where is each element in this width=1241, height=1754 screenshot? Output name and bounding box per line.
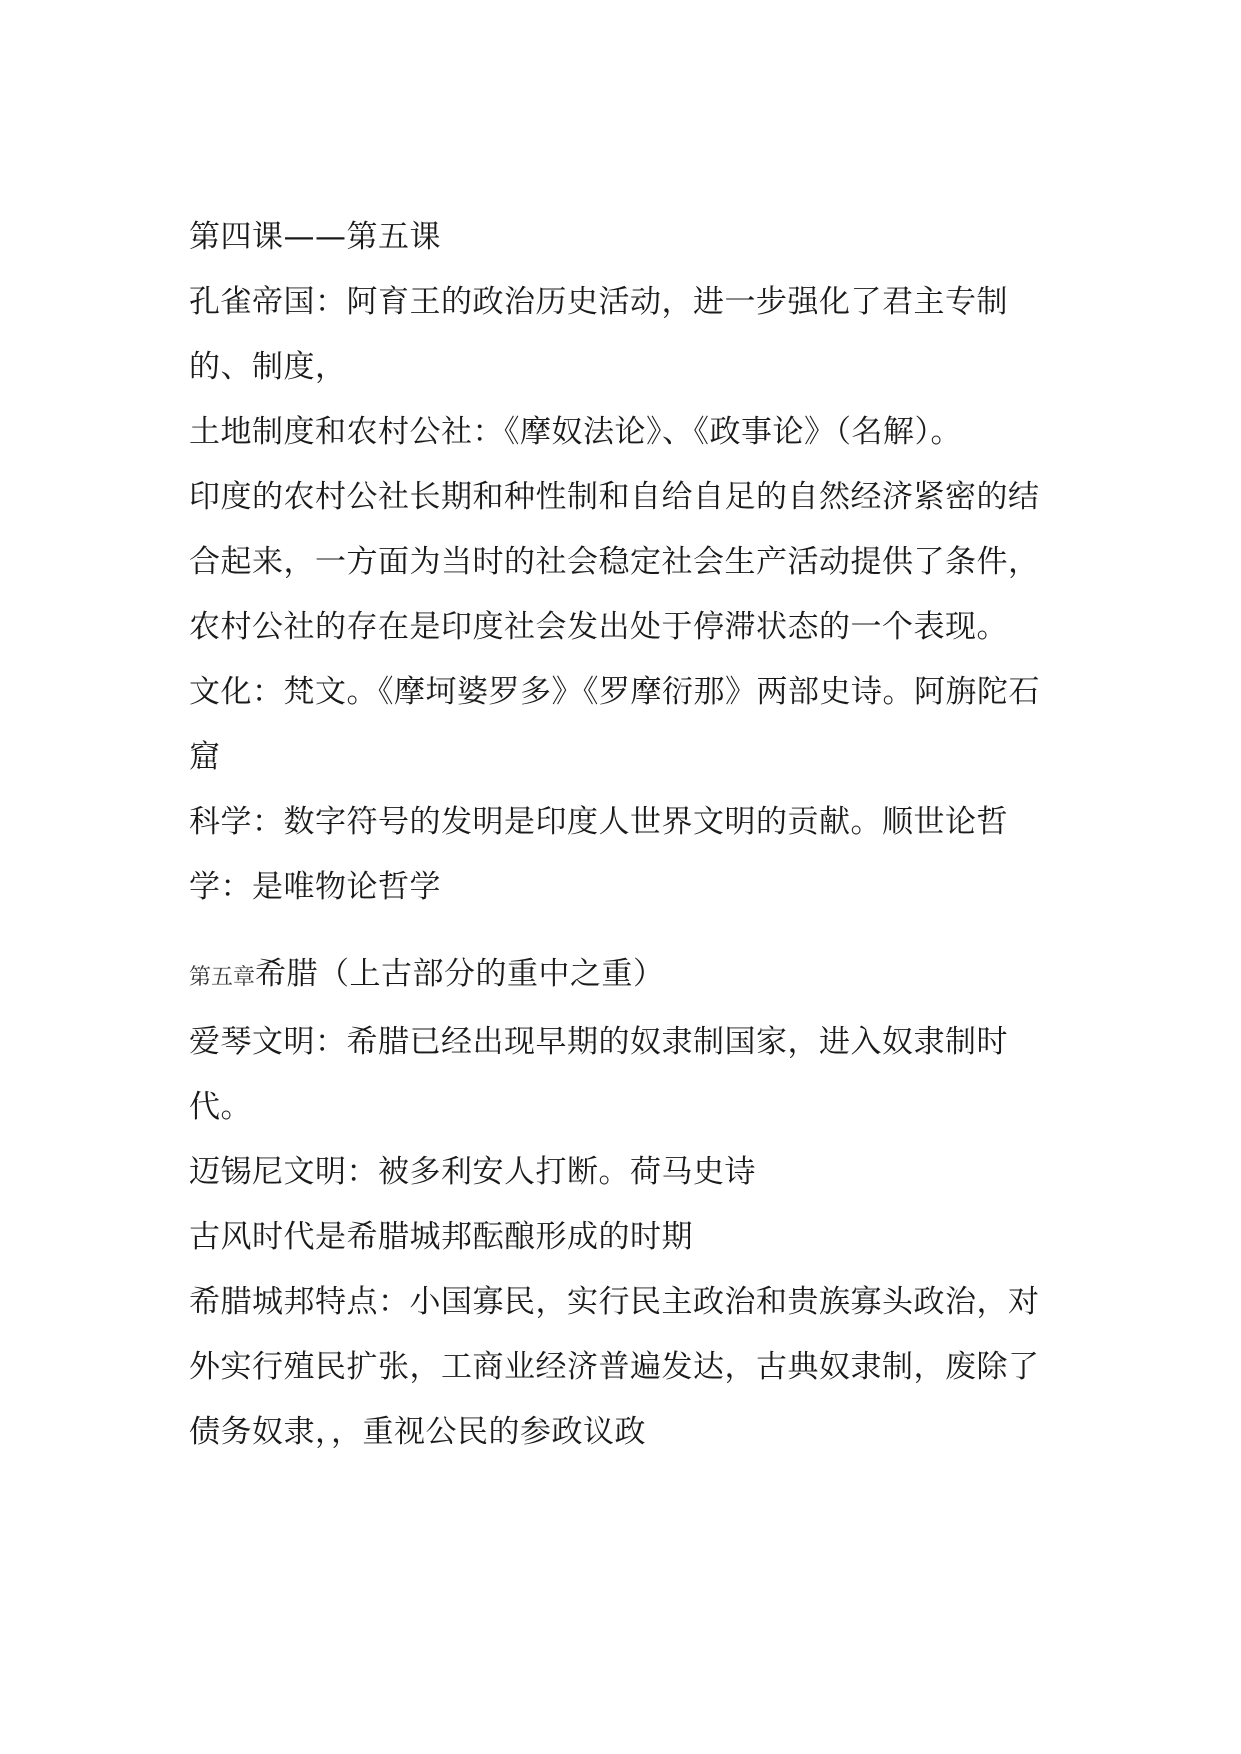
- chapter-title: 希腊（上古部分的重中之重）: [255, 956, 665, 992]
- paragraph-polis-features: 希腊城邦特点：小国寡民，实行民主政治和贵族寡头政治，对外实行殖民扩张，工商业经济普遍发达，古典奴隶制，废除了债务奴隶，，重视公民的参政议政: [189, 1284, 1040, 1450]
- paragraph-aegean: 爱琴文明：希腊已经出现早期的奴隶制国家，进入奴隶制时代。: [189, 1024, 1008, 1125]
- paragraph-science: 科学：数字符号的发明是印度人世界文明的贡献。顺世论哲学：是唯物论哲学: [189, 804, 1008, 905]
- chapter-heading: [189, 942, 1069, 1010]
- paragraph-archaic: 古风时代是希腊城邦酝酿形成的时期: [189, 1219, 693, 1255]
- document-body: [189, 205, 1069, 1465]
- chapter-label: 第五章: [189, 965, 256, 990]
- paragraph-mycenaean: 迈锡尼文明：被多利安人打断。荷马史诗: [189, 1154, 756, 1190]
- paragraph-land-system: 土地制度和农村公社：《摩奴法论》、《政事论》（名解）。: [189, 414, 962, 450]
- section-gap: [189, 920, 1069, 942]
- lesson-heading: 第四课——第五课: [189, 219, 441, 255]
- paragraph-culture: 文化：梵文。《摩坷婆罗多》《罗摩衍那》两部史诗。阿旃陀石窟: [189, 674, 1040, 775]
- paragraph-maurya-empire: 孔雀帝国：阿育王的政治历史活动，进一步强化了君主专制的、制度，: [189, 284, 1008, 385]
- paragraph-village-commune: 印度的农村公社长期和种性制和自给自足的自然经济紧密的结合起来，一方面为当时的社会稳定社会生产活动提供了条件，农村公社的存在是印度社会发出处于停滞状态的一个表现。: [189, 479, 1040, 645]
